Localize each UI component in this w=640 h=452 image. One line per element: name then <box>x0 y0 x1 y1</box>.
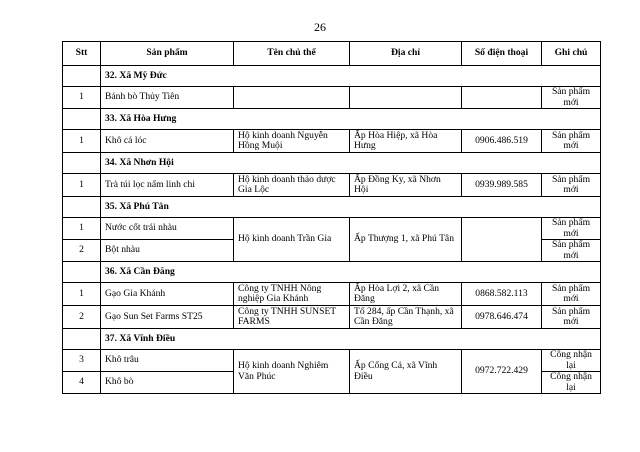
address-cell: Ấp Cống Cả, xã Vĩnh Điều <box>350 350 462 394</box>
owner-cell: Công ty TNHH Nông nghiệp Gia Khánh <box>234 283 350 306</box>
product-cell: Bánh bò Thủy Tiên <box>101 87 234 109</box>
stt-cell: 2 <box>63 306 101 329</box>
address-cell: Ấp Hòa Hiệp, xã Hòa Hưng <box>350 130 462 153</box>
product-table <box>62 41 601 394</box>
section-row <box>63 109 601 130</box>
stt-cell: 1 <box>63 87 101 109</box>
note-cell: Sản phẩm mới <box>542 240 601 262</box>
section-row <box>63 329 601 350</box>
address-cell: Ấp Hòa Lợi 2, xã Cần Đăng <box>350 283 462 306</box>
section-row <box>63 197 601 218</box>
page-number: 26 <box>314 20 326 34</box>
product-cell: Nước cốt trái nhàu <box>101 218 234 240</box>
phone-cell: 0978.646.474 <box>462 306 542 329</box>
stt-cell: 3 <box>63 350 101 372</box>
header-phone: Số điện thoại <box>462 42 542 66</box>
stt-cell: 1 <box>63 218 101 240</box>
owner-cell: Hộ kinh doanh Nghiêm Văn Phúc <box>234 350 350 394</box>
phone-cell: 0972.722.429 <box>462 350 542 394</box>
note-cell: Sản phẩm mới <box>542 283 601 306</box>
address-cell: Tổ 284, ấp Cần Thạnh, xã Cần Đăng <box>350 306 462 329</box>
table-header-row <box>63 42 601 66</box>
phone-cell <box>462 87 542 109</box>
section-title: 36. Xã Cần Đăng <box>101 262 601 283</box>
note-cell: Sản phẩm mới <box>542 218 601 240</box>
note-cell: Sản phẩm mới <box>542 174 601 197</box>
header-note: Ghi chú <box>542 42 601 66</box>
section-title: 33. Xã Hòa Hưng <box>101 109 601 130</box>
product-cell: Trà túi lọc nấm linh chi <box>101 174 234 197</box>
product-cell: Khô bò <box>101 372 234 394</box>
section-row <box>63 262 601 283</box>
header-owner: Tên chủ thể <box>234 42 350 66</box>
phone-cell <box>462 218 542 262</box>
note-cell: Sản phẩm mới <box>542 306 601 329</box>
owner-cell: Hộ kinh doanh Nguyễn Hồng Muội <box>234 130 350 153</box>
stt-cell: 1 <box>63 130 101 153</box>
product-cell: Khô trâu <box>101 350 234 372</box>
table-row <box>63 218 601 240</box>
product-cell: Gạo Sun Set Farms ST25 <box>101 306 234 329</box>
phone-cell: 0939.989.585 <box>462 174 542 197</box>
address-cell: Ấp Thượng 1, xã Phú Tân <box>350 218 462 262</box>
section-title: 35. Xã Phú Tân <box>101 197 601 218</box>
header-address: Địa chỉ <box>350 42 462 66</box>
note-cell: Sản phẩm mới <box>542 87 601 109</box>
note-cell: Công nhận lại <box>542 372 601 394</box>
header-stt: Stt <box>63 42 101 66</box>
address-cell <box>350 87 462 109</box>
owner-cell: Hộ kinh doanh Trần Gia <box>234 218 350 262</box>
product-cell: Khô cá lóc <box>101 130 234 153</box>
table-row <box>63 306 601 329</box>
stt-cell: 4 <box>63 372 101 394</box>
table-row <box>63 283 601 306</box>
header-product: Sản phẩm <box>101 42 234 66</box>
owner-cell: Hộ kinh doanh thảo dược Gia Lộc <box>234 174 350 197</box>
table-row <box>63 350 601 372</box>
phone-cell: 0906.486.519 <box>462 130 542 153</box>
product-cell: Bột nhàu <box>101 240 234 262</box>
section-row <box>63 66 601 87</box>
phone-cell: 0868.582.113 <box>462 283 542 306</box>
section-title: 37. Xã Vĩnh Điều <box>101 329 601 350</box>
owner-cell <box>234 87 350 109</box>
stt-cell: 1 <box>63 283 101 306</box>
section-title: 34. Xã Nhơn Hội <box>101 153 601 174</box>
owner-cell: Công ty TNHH SUNSET FARMS <box>234 306 350 329</box>
table-row <box>63 130 601 153</box>
note-cell: Công nhận lại <box>542 350 601 372</box>
table-row <box>63 87 601 109</box>
product-cell: Gạo Gia Khánh <box>101 283 234 306</box>
stt-cell: 2 <box>63 240 101 262</box>
section-title: 32. Xã Mỹ Đức <box>101 66 601 87</box>
stt-cell: 1 <box>63 174 101 197</box>
note-cell: Sản phẩm mới <box>542 130 601 153</box>
section-row <box>63 153 601 174</box>
address-cell: Ấp Đồng Ky, xã Nhơn Hội <box>350 174 462 197</box>
table-row <box>63 174 601 197</box>
